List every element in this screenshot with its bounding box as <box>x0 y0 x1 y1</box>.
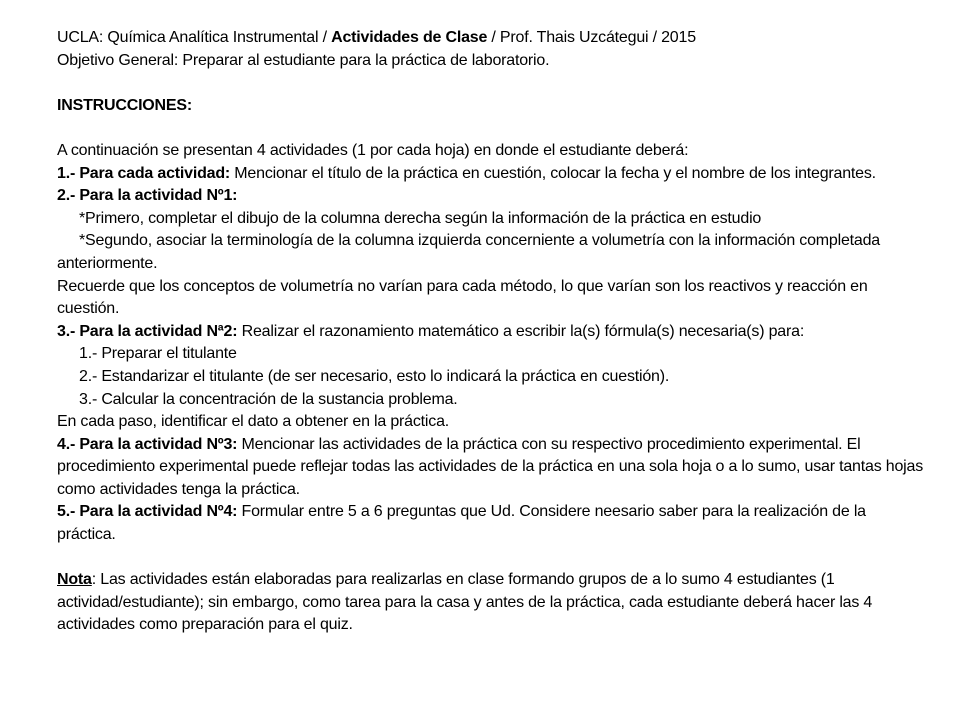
item-3 <box>57 321 927 344</box>
item-1 <box>57 163 927 186</box>
nota <box>57 569 927 637</box>
header-course: UCLA: Química Analítica Instrumental / <box>57 29 332 46</box>
item-4-label: 4.- Para la actividad Nº3: <box>57 435 238 453</box>
item-5 <box>57 501 927 546</box>
item-1-text: Mencionar el título de la práctica en cuestión, colocar la fecha y el nombre de los integrantes. <box>230 164 876 182</box>
spacer <box>57 72 927 95</box>
item-4-text: Mencionar las actividades de la práctica con su respectivo procedimiento experimental. El procedimiento experimental puede reflejar todas las actividades de la práctica en una sola hoja o a lo sumo, usar tantas hojas como actividades tenga la práctica. <box>57 435 923 498</box>
nota-text: : Las actividades están elaboradas para realizarlas en clase formando grupos de a lo sumo 4 estudiantes (1 actividad/estudiante); sin embargo, como tarea para la casa y antes de la práctica, cada estudiante deberá hacer las 4 actividades como preparación para el quiz. <box>57 571 873 634</box>
item-5-label: 5.- Para la actividad Nº4: <box>57 503 238 521</box>
instructions-heading <box>57 95 927 118</box>
document-body <box>57 27 927 637</box>
item-2-note: Recuerde que los conceptos de volumetría no varían para cada método, lo que varían son los reactivos y reacción en cuestión. <box>57 277 868 318</box>
item-3-text: Realizar el razonamiento matemático a escribir la(s) fórmula(s) necesaria(s) para: <box>237 322 805 340</box>
objective: Objetivo General: Preparar al estudiante para la práctica de laboratorio. <box>57 51 550 69</box>
header-line <box>57 27 927 50</box>
item-4 <box>57 434 927 502</box>
header-author: / Prof. Thais Uzcátegui / 2015 <box>487 29 696 46</box>
item-2-label <box>57 185 927 208</box>
item-2-label-text: 2.- Para la actividad Nº1: <box>57 187 238 205</box>
item-3-sub-1: 1.- Preparar el titulante <box>79 345 237 363</box>
item-3-sub-2: 2.- Estandarizar el titulante (de ser necesario, esto lo indicará la práctica en cuestión). <box>79 367 670 385</box>
item-2-sub-2 <box>57 230 927 275</box>
intro-text: A continuación se presentan 4 actividades (1 por cada hoja) en donde el estudiante deberá: <box>57 141 689 159</box>
spacer <box>57 547 927 570</box>
item-1-label: 1.- Para cada actividad: <box>57 164 231 182</box>
item-2-sub-2-text: *Segundo, asociar la terminología de la columna izquierda concerniente a volumetría con la información completada anteriormente. <box>57 232 880 272</box>
item-3-label: 3.- Para la actividad Nª2: <box>57 322 238 340</box>
item-5-text: Formular entre 5 a 6 preguntas que Ud. Considere neesario saber para la realización de la práctica. <box>57 503 866 544</box>
item-3-note: En cada paso, identificar el dato a obtener en la práctica. <box>57 413 450 431</box>
item-2-sub-1: *Primero, completar el dibujo de la columna derecha según la información de la práctica en estudio <box>79 209 762 227</box>
item-3-sub-3: 3.- Calcular la concentración de la sustancia problema. <box>79 390 458 408</box>
instructions-heading-text: INSTRUCCIONES: <box>57 96 192 114</box>
spacer <box>57 117 927 140</box>
nota-label: Nota <box>57 571 92 589</box>
header-section: Actividades de Clase <box>331 29 488 46</box>
